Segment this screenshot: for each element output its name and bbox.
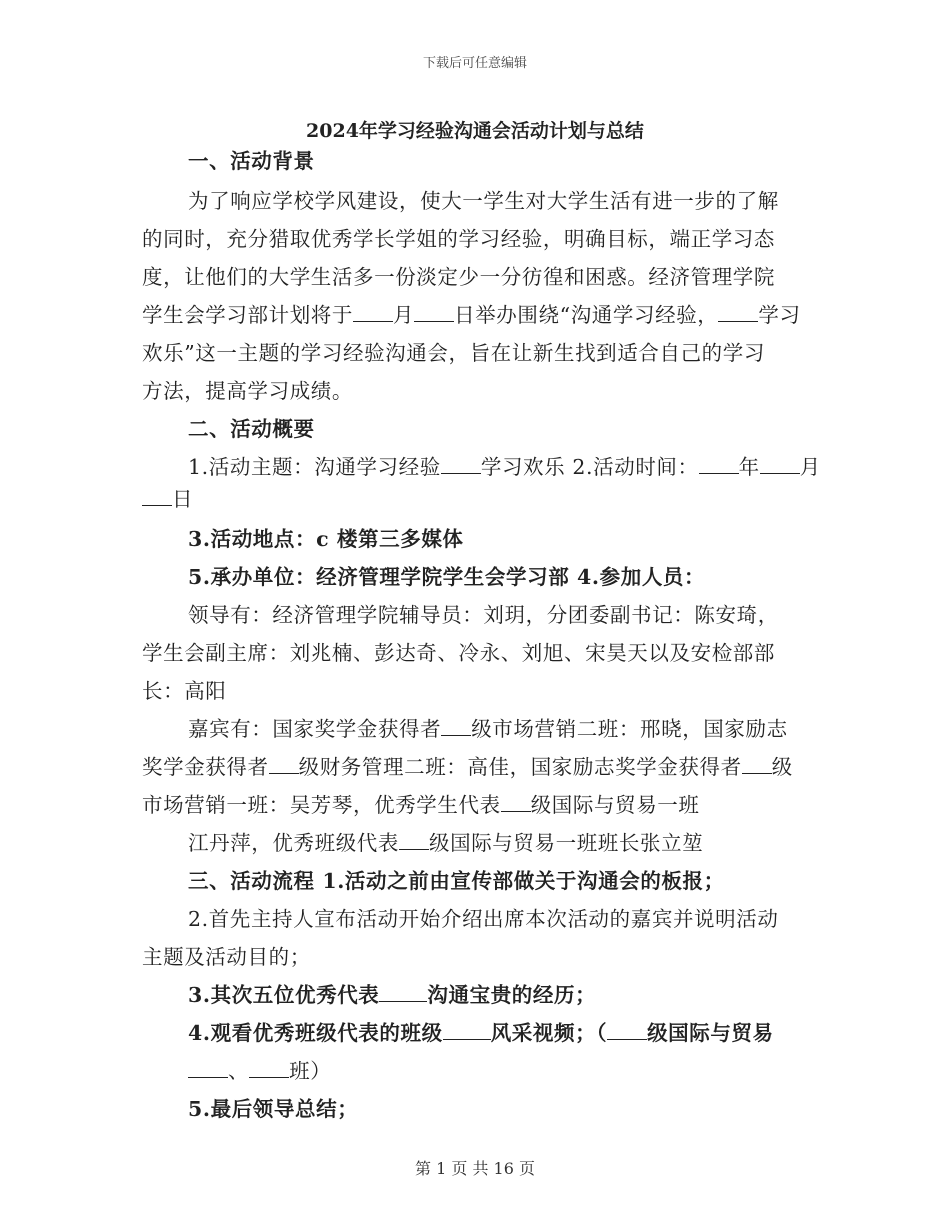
section-heading-process: 三、活动流程 1.活动之前由宣传部做关于沟通会的板报； — [188, 869, 725, 893]
paragraph-line: 日 — [142, 486, 193, 512]
paragraph-line: 、 班） — [188, 1058, 331, 1084]
section-heading-overview: 二、活动概要 — [188, 417, 315, 441]
paragraph-line: 方法，提高学习成绩。 — [142, 379, 353, 403]
paragraph-line: 度，让他们的大学生活多一份淡定少一分彷徨和困惑。经济管理学院 — [142, 265, 775, 289]
paragraph-line: 市场营销一班：吴芳琴，优秀学生代表 级国际与贸易一班 — [142, 793, 700, 817]
process-step-5: 5.最后领导总结； — [188, 1097, 359, 1121]
paragraph-line: 欢乐”这一主题的学习经验沟通会，旨在让新生找到适合自己的学习 — [142, 341, 765, 365]
page-footer: 第 1 页 共 16 页 — [415, 1159, 535, 1178]
activity-location: 3.活动地点：c 楼第三多媒体 — [188, 527, 464, 551]
paragraph-line: 江丹萍，优秀班级代表 级国际与贸易一班班长张立堃 — [188, 831, 704, 855]
paragraph-line: 1.活动主题：沟通学习经验 学习欢乐 2.活动时间： 年 月 — [188, 455, 821, 479]
organizer: 5.承办单位：经济管理学院学生会学习部 4.参加人员： — [188, 565, 706, 589]
paragraph-line: 的同时，充分猎取优秀学长学姐的学习经验，明确目标，端正学习态 — [142, 227, 775, 251]
paragraph-line: 领导有：经济管理学院辅导员：刘玥，分团委副书记：陈安琦， — [188, 603, 779, 627]
section-heading-background: 一、活动背景 — [188, 149, 315, 173]
document-title: 2024年学习经验沟通会活动计划与总结 — [306, 120, 644, 142]
paragraph-line: 嘉宾有：国家奖学金获得者 级市场营销二班：邢晓，国家励志 — [188, 717, 788, 741]
process-step-4: 4.观看优秀班级代表的班级 风采视频；（ 级国际与贸易 — [188, 1021, 774, 1045]
paragraph-line: 为了响应学校学风建设，使大一学生对大学生活有进一步的了解 — [188, 189, 779, 213]
paragraph-line: 2.首先主持人宣布活动开始介绍出席本次活动的嘉宾并说明活动 — [188, 907, 779, 931]
paragraph-line: 长：高阳 — [142, 679, 227, 703]
paragraph-line: 学生会副主席：刘兆楠、彭达奇、冷永、刘旭、宋昊天以及安检部部 — [142, 641, 775, 665]
paragraph-line: 奖学金获得者 级财务管理二班：高佳，国家励志奖学金获得者 级 — [142, 755, 793, 779]
paragraph-line: 主题及活动目的； — [142, 945, 311, 969]
process-step-3: 3.其次五位优秀代表 沟通宝贵的经历； — [188, 983, 597, 1007]
paragraph-line: 学生会学习部计划将于 月 日举办围绕“沟通学习经验， 学习 — [142, 303, 801, 327]
page-header: 下载后可任意编辑 — [422, 56, 527, 71]
